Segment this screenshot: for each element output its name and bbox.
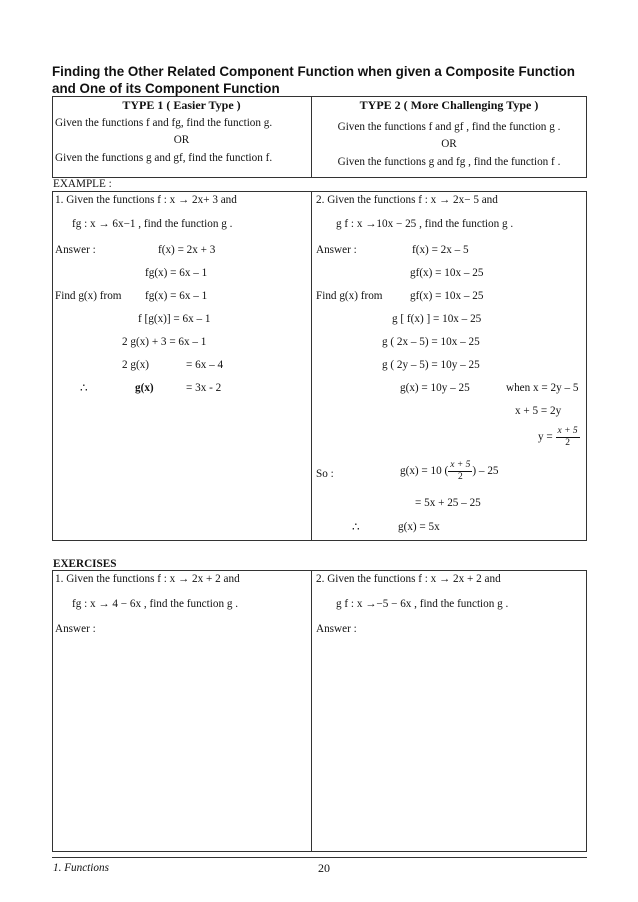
- example2-compose-lhs: g(x) = 10 (: [400, 465, 449, 478]
- footer-rule: [52, 857, 587, 858]
- exercise1-question-line1: 1. Given the functions f : x → 2x + 2 and: [55, 573, 240, 585]
- example1-question-line1: 1. Given the functions f : x → 2x+ 3 and: [55, 194, 237, 206]
- example1-result-lhs: g(x): [135, 382, 154, 394]
- exercise1-answer-label: Answer :: [55, 623, 96, 635]
- example2-step-expand: g ( 2x – 5) = 10x – 25: [382, 336, 480, 348]
- exercises-label: EXERCISES: [53, 558, 117, 570]
- example1-step-simplify-lhs: 2 g(x): [122, 359, 150, 371]
- example1-therefore-icon: ∴: [80, 381, 88, 395]
- example1-step-expand: 2 g(x) + 3 = 6x – 1: [122, 336, 207, 348]
- exercises-box: [52, 570, 587, 852]
- example2-compose-fraction: $\frac{x + 5}{2}$: [450, 460, 471, 482]
- example1-step-f: f(x) = 2x + 3: [158, 244, 216, 256]
- example2-so-label: So :: [316, 468, 334, 480]
- example2-compose-rhs: ) – 25: [472, 465, 499, 478]
- example2-question-line2: g f : x →10x − 25 , find the function g .: [336, 218, 514, 230]
- type1-heading: TYPE 1 ( Easier Type ): [122, 98, 241, 112]
- type2-heading: TYPE 2 ( More Challenging Type ): [359, 98, 539, 112]
- example2-step-f: f(x) = 2x – 5: [412, 244, 469, 256]
- example2-step-gx: g(x) = 10y – 25: [400, 382, 470, 394]
- example2-result: g(x) = 5x: [398, 521, 440, 533]
- type2-line1: Given the functions f and gf , find the function g .: [337, 121, 561, 133]
- example1-step-find: fg(x) = 6x – 1: [145, 290, 208, 302]
- type1-or: OR: [173, 134, 190, 146]
- example2-step-y: [538, 426, 580, 449]
- type1-line1: Given the functions f and fg, find the function g.: [55, 117, 273, 129]
- example2-y-label: y =: [538, 431, 553, 444]
- page-title-line2: and One of its Component Function: [52, 81, 280, 96]
- exercise2-question-line2: g f : x →−5 − 6x , find the function g .: [336, 598, 509, 610]
- example1-question-line2: fg : x → 6x−1 , find the function g .: [72, 218, 233, 230]
- exercise2-question-line1: 2. Given the functions f : x → 2x + 2 and: [316, 573, 501, 585]
- example1-step-fg: fg(x) = 6x – 1: [145, 267, 208, 279]
- example2-step-compose: [400, 460, 499, 483]
- exercise2-answer-label: Answer :: [316, 623, 357, 635]
- footer-chapter: 1. Functions: [53, 862, 109, 874]
- example-divider: [311, 191, 312, 541]
- example2-question-line1: 2. Given the functions f : x → 2x− 5 and: [316, 194, 498, 206]
- type2-line2: Given the functions g and fg , find the function f .: [337, 156, 561, 168]
- example2-step-substitute-y: g ( 2y – 5) = 10y – 25: [382, 359, 480, 371]
- type2-or: OR: [441, 138, 457, 150]
- example2-step-find: gf(x) = 10x – 25: [410, 290, 484, 302]
- example2-answer-label: Answer :: [316, 244, 357, 256]
- example2-step-substitute: g [ f(x) ] = 10x – 25: [392, 313, 482, 325]
- example1-step-substitute: f [g(x)] = 6x – 1: [138, 313, 211, 325]
- example2-y-fraction: $\frac{x + 5}{2}$: [557, 426, 578, 448]
- example1-result-rhs: = 3x - 2: [186, 382, 222, 394]
- example1-step-simplify-rhs: = 6x – 4: [186, 359, 224, 371]
- exercise1-question-line2: fg : x → 4 − 6x , find the function g .: [72, 598, 239, 610]
- example2-step-gf: gf(x) = 10x – 25: [410, 267, 484, 279]
- exercises-divider: [311, 570, 312, 852]
- example2-find-label: Find g(x) from: [316, 290, 383, 302]
- type1-line2: Given the functions g and gf, find the function f.: [55, 152, 273, 164]
- example1-find-label: Find g(x) from: [55, 290, 122, 302]
- example2-step-simplify: = 5x + 25 – 25: [415, 497, 481, 509]
- example-label: EXAMPLE :: [53, 178, 112, 190]
- example2-step-when: when x = 2y – 5: [506, 382, 579, 394]
- example2-therefore-icon: ∴: [352, 520, 360, 534]
- footer-page-number: 20: [318, 861, 330, 875]
- page-title-line1: Finding the Other Related Component Function when given a Composite Function: [52, 64, 575, 79]
- example2-step-x-plus-5: x + 5 = 2y: [515, 405, 562, 417]
- example1-answer-label: Answer :: [55, 244, 96, 256]
